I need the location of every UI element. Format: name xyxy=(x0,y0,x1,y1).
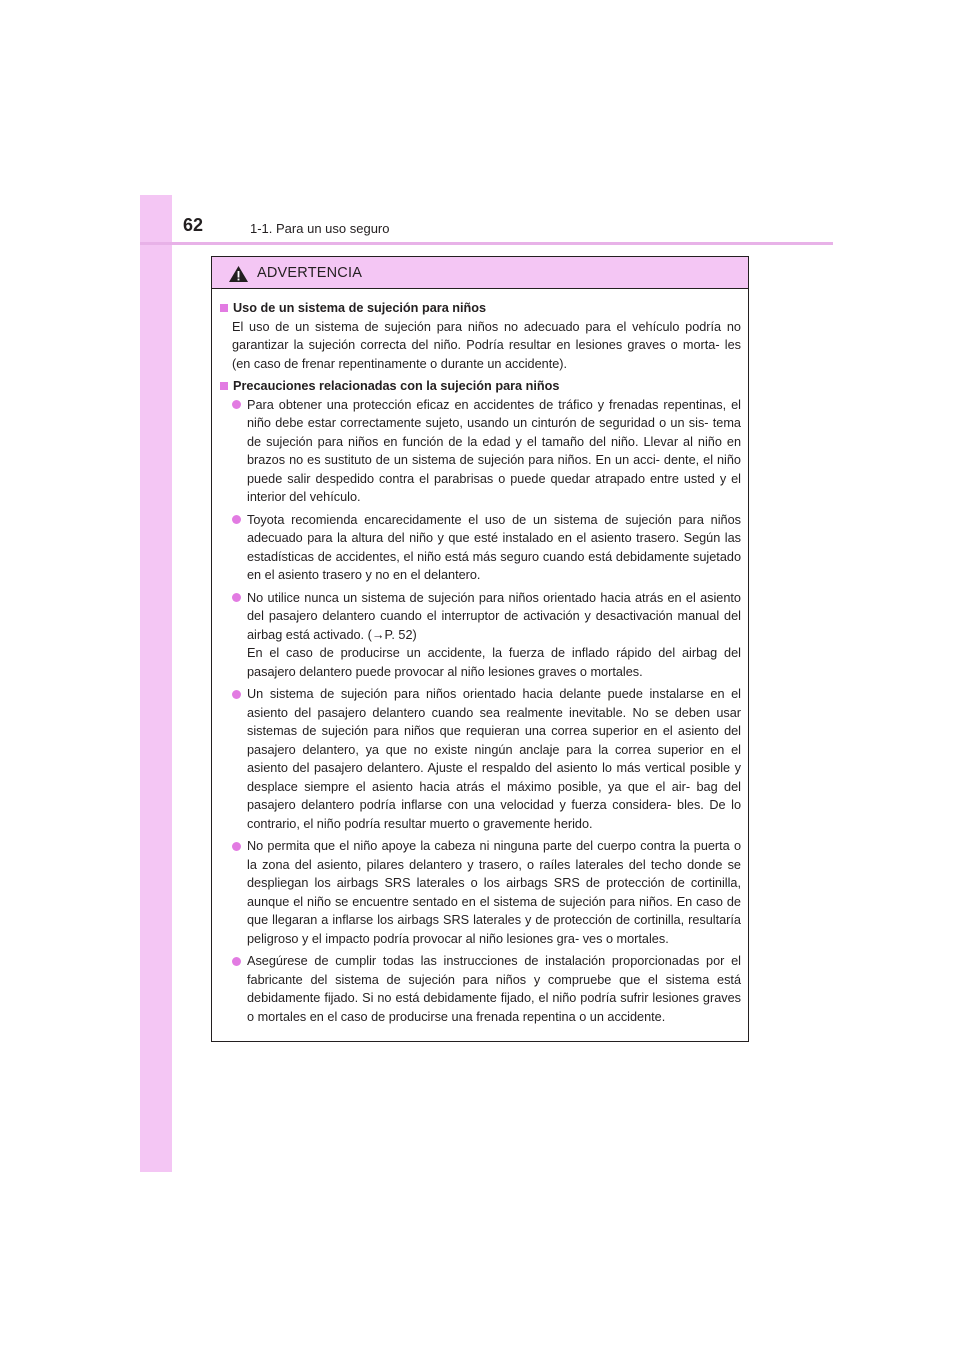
header-rule xyxy=(140,242,833,245)
round-bullet-icon xyxy=(232,957,241,966)
warning-body xyxy=(212,289,748,1026)
list-item xyxy=(220,837,741,948)
round-bullet-icon xyxy=(232,690,241,699)
round-bullet-icon xyxy=(232,593,241,602)
square-bullet-icon xyxy=(220,304,228,312)
list-item-text: Un sistema de sujeción para niños orientado hacia delante puede instalarse en el asiento del pasajero delantero cuando sea realmente inevitable. No se deben usar sistemas de sujeción para niños que requieran una correa superior en el asiento del pasajero delantero, ya que no existe ningún anclaje para la correa superior en el asiento del pasajero delantero. Ajuste el respaldo del asiento lo más vertical posible y desplace siempre el asiento hacia atrás el máximo posible, ya que el air- bag del pasajero delantero podría inflarse con una velocidad y fuerza considera- bles. De lo contrario, el niño podría resultar muerto o gravemente herido. xyxy=(247,687,741,831)
warning-box xyxy=(211,256,749,1042)
round-bullet-icon xyxy=(232,842,241,851)
side-tab-band xyxy=(140,195,172,1172)
section-paragraph: El uso de un sistema de sujeción para niños no adecuado para el vehículo podría no garantizar la sujeción correcta del niño. Podría resultar en lesiones graves o morta- les (en caso de frenar repentinamente o durante un accidente). xyxy=(232,319,741,371)
square-bullet-icon xyxy=(220,382,228,390)
list-item-text: Asegúrese de cumplir todas las instrucciones de instalación proporcionadas por el fabricante del sistema de sujeción para niños y compruebe que el sistema está debidamente fijado. Si no está debidamente fijado, el niño podría sufrir lesiones graves o mortales en el caso de producirse una frenada repentina o un accidente. xyxy=(247,954,741,1024)
section-heading-text: Precauciones relacionadas con la sujeción para niños xyxy=(233,379,560,393)
list-item xyxy=(220,396,741,507)
list-item-extra-text: En el caso de producirse un accidente, la fuerza de inflado rápido del airbag del pasajero delantero puede provocar al niño lesiones graves o mortales. xyxy=(247,646,741,679)
warning-title: ADVERTENCIA xyxy=(257,265,363,281)
warning-triangle-icon xyxy=(228,265,249,283)
list-item-text: No permita que el niño apoye la cabeza ni ninguna parte del cuerpo contra la puerta o la zona del asiento, pilares delantero y trasero, o raíles laterales del techo donde se despliegan los airbags SRS laterales o los airbags SRS de protección de cortinilla, aunque el niño se encuentre sentado en el sistema de sujeción para niños. En caso de que llegaran a inflarse los airbags SRS laterales y de protección de cortinilla, resultaría peligroso y el impacto podría provocar al niño lesiones gra- ves o mortales. xyxy=(247,839,741,946)
list-item-text: Para obtener una protección eficaz en accidentes de tráfico y frenadas repentinas, el niño debe estar correctamente sujeto, usando un cinturón de seguridad o un sis- tema de sujeción para niños en función de la edad y el tamaño del niño. Llevar al niño en brazos no es sustituto de un sistema de sujeción para niños. En un acci- dente, el niño puede salir despedido contra el parabrisas o puede quedar atrapado entre usted y el interior del vehículo. xyxy=(247,397,741,504)
section-heading-text: Uso de un sistema de sujeción para niños xyxy=(233,301,487,315)
list-item xyxy=(220,685,741,833)
list-item xyxy=(220,952,741,1026)
round-bullet-icon xyxy=(232,515,241,524)
section-heading xyxy=(220,299,741,318)
page-number: 62 xyxy=(183,215,204,235)
round-bullet-icon xyxy=(232,400,241,409)
section-heading xyxy=(220,377,741,396)
section-title: 1-1. Para un uso seguro xyxy=(250,221,390,236)
list-item-body xyxy=(247,589,741,682)
list-item-text: Toyota recomienda encarecidamente el uso de un sistema de sujeción para niños adecuado para la altura del niño y que esté instalado en el asiento trasero. Según las estadísticas de accidentes, el niño está más seguro cuando está debidamente sujetado en el asiento trasero y no en el delantero. xyxy=(247,512,741,582)
list-item-text: No utilice nunca un sistema de sujeción para niños orientado hacia atrás en el asiento del pasajero delantero cuando el interruptor de activación y desactivación manual del airbag está activado. (→P. 52) xyxy=(247,590,741,642)
list-item xyxy=(220,511,741,585)
warning-header xyxy=(212,257,748,289)
list-item xyxy=(220,589,741,682)
